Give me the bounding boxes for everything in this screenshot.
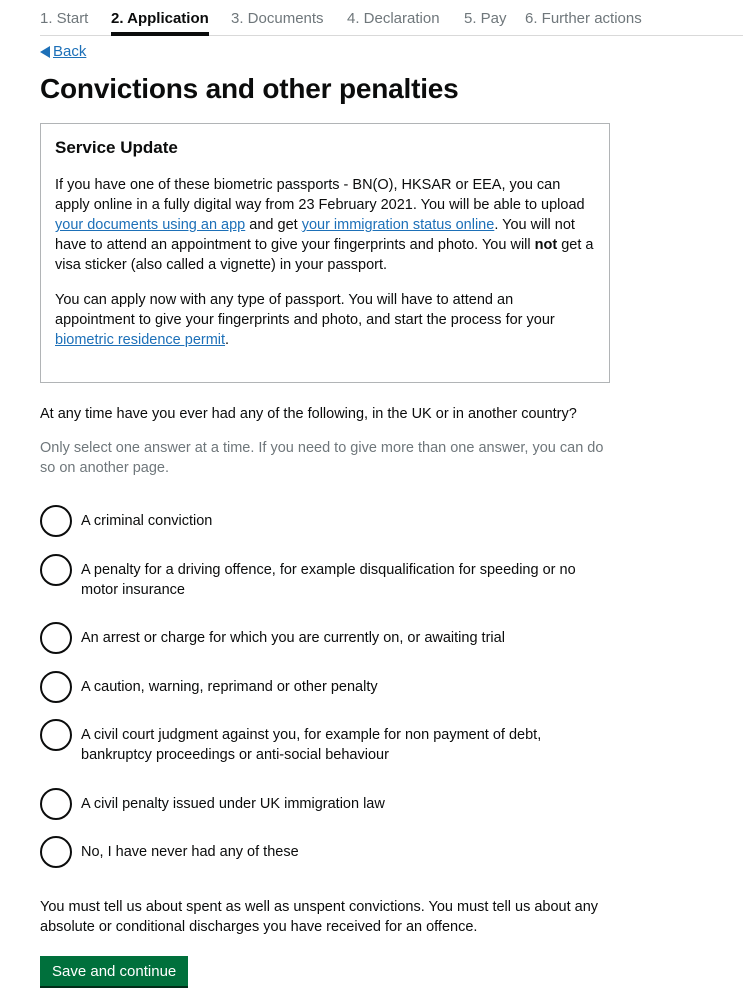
radio-option[interactable] xyxy=(40,505,601,537)
radio-label: A civil penalty issued under UK immigration law xyxy=(81,796,385,812)
text: get a visa sticker (also called a vignette) in your passport. xyxy=(55,237,594,273)
step-application[interactable]: 2. Application xyxy=(111,10,209,27)
radio-option[interactable] xyxy=(40,622,601,654)
emphasis: not xyxy=(534,237,558,253)
question-hint: Only select one answer at a time. If you need to give more than one answer, you can do so on another page. xyxy=(40,440,604,476)
step-further-actions[interactable]: 6. Further actions xyxy=(525,10,642,27)
radio-label: A criminal conviction xyxy=(81,513,213,529)
radio-option[interactable] xyxy=(40,719,601,765)
step-documents[interactable]: 3. Documents xyxy=(231,10,324,27)
radio-option[interactable] xyxy=(40,788,601,820)
question-text: At any time have you ever had any of the following, in the UK or in another country? xyxy=(40,406,577,422)
radio-label: A caution, warning, reprimand or other penalty xyxy=(81,679,378,695)
service-update-paragraph-1 xyxy=(55,175,595,275)
radio-button[interactable] xyxy=(40,505,72,537)
save-and-continue-button[interactable]: Save and continue xyxy=(40,956,188,988)
text: . You will not have to attend an appointment to give your fingerprints and photo. You will xyxy=(55,217,575,253)
disclosure-note: You must tell us about spent as well as unspent convictions. You must tell us about any absolute or conditional discharges you have received for an offence. xyxy=(40,899,599,935)
radio-button[interactable] xyxy=(40,788,72,820)
radio-label: A civil court judgment against you, for example for non payment of debt, bankruptcy proceedings or anti-social behaviour xyxy=(81,727,542,763)
text: and get xyxy=(245,217,302,233)
radio-option[interactable] xyxy=(40,671,601,703)
step-navigation xyxy=(40,0,743,36)
back-arrow-icon xyxy=(40,46,50,58)
documents-app-link[interactable]: your documents using an app xyxy=(55,217,246,233)
text: If you have one of these biometric passports - BN(O), HKSAR or EEA, you can apply online in a fully digital way from 23 February 2021. You will be able to upload xyxy=(55,177,585,213)
service-update-heading: Service Update xyxy=(55,138,178,157)
radio-label: No, I have never had any of these xyxy=(81,844,299,860)
step-declaration[interactable]: 4. Declaration xyxy=(347,10,440,27)
brp-link[interactable]: biometric residence permit xyxy=(55,332,226,348)
text: . xyxy=(225,332,230,348)
radio-button[interactable] xyxy=(40,671,72,703)
text: You can apply now with any type of passport. You will have to attend an appointment to give your fingerprints and photo, and start the process for your xyxy=(55,292,555,328)
step-pay[interactable]: 5. Pay xyxy=(464,10,507,27)
back-link[interactable] xyxy=(40,43,86,60)
page-title: Convictions and other penalties xyxy=(40,73,459,104)
radio-button[interactable] xyxy=(40,836,72,868)
service-update-panel xyxy=(40,123,610,383)
back-label: Back xyxy=(53,43,87,60)
service-update-paragraph-2 xyxy=(55,290,595,350)
radio-label: A penalty for a driving offence, for example disqualification for speeding or no motor insurance xyxy=(81,562,576,598)
radio-option[interactable] xyxy=(40,554,601,600)
radio-button[interactable] xyxy=(40,719,72,751)
radio-button[interactable] xyxy=(40,554,72,586)
radio-option[interactable] xyxy=(40,836,601,868)
radio-button[interactable] xyxy=(40,622,72,654)
immigration-status-link[interactable]: your immigration status online xyxy=(301,217,495,233)
radio-label: An arrest or charge for which you are currently on, or awaiting trial xyxy=(81,630,505,646)
step-start[interactable]: 1. Start xyxy=(40,10,89,27)
